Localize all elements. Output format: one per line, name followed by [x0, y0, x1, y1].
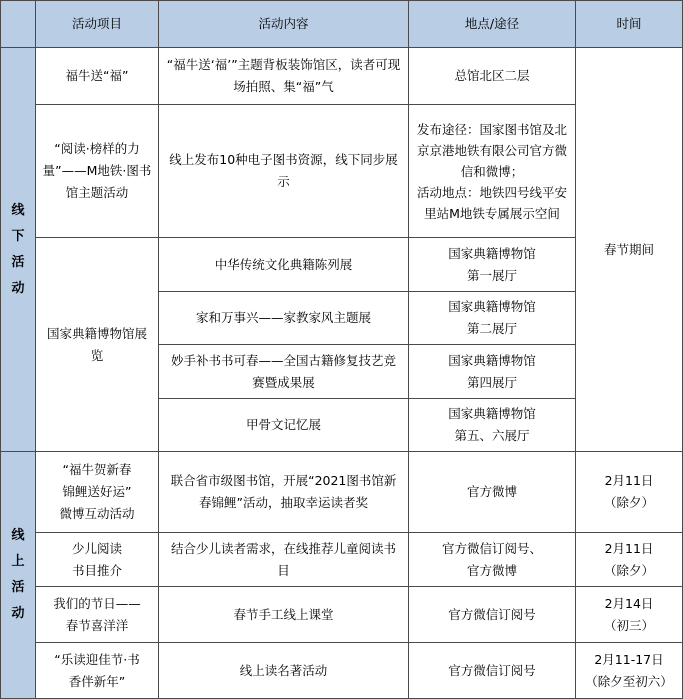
activity-content: 联合省市级图书馆，开展“2021图书馆新春锦鲤”活动，抽取幸运读者奖: [159, 452, 409, 533]
table-row: [1, 643, 683, 699]
activity-item: 少儿阅读 书目推介: [36, 533, 159, 587]
activity-location: 官方微信订阅号: [409, 587, 576, 643]
activity-item: 福牛送“福”: [36, 48, 159, 105]
header-row: [1, 1, 683, 48]
activity-content: 线上读名著活动: [159, 643, 409, 699]
offline-time: 春节期间: [576, 48, 683, 452]
museum-item: 国家典籍博物馆展览: [36, 238, 159, 452]
exhibit-content: 妙手补书书可春——全国古籍修复技艺竞赛暨成果展: [159, 345, 409, 399]
header-item: 活动项目: [36, 1, 159, 48]
activity-content: “福牛送‘福’”主题背板装饰馆区，读者可现场拍照、集“福”气: [159, 48, 409, 105]
activity-content: 春节手工线上课堂: [159, 587, 409, 643]
table-row: [1, 48, 683, 105]
exhibit-location: 国家典籍博物馆 第四展厅: [409, 345, 576, 399]
table-row: [1, 533, 683, 587]
table-row: [1, 587, 683, 643]
header-time: 时间: [576, 1, 683, 48]
activity-time: 2月11日 （除夕）: [576, 533, 683, 587]
activity-time: 2月11日 （除夕）: [576, 452, 683, 533]
activity-location: 总馆北区二层: [409, 48, 576, 105]
header-content: 活动内容: [159, 1, 409, 48]
activity-location: 官方微博: [409, 452, 576, 533]
activity-time: 2月14日 （初三）: [576, 587, 683, 643]
activity-item: “福牛贺新春 锦鲤送好运” 微博互动活动: [36, 452, 159, 533]
activity-item: “阅读·榜样的力量”——M地铁·图书馆主题活动: [36, 105, 159, 238]
exhibit-content: 家和万事兴——家教家风主题展: [159, 292, 409, 345]
exhibit-location: 国家典籍博物馆 第二展厅: [409, 292, 576, 345]
header-location: 地点/途径: [409, 1, 576, 48]
activity-location: 发布途径：国家图书馆及北京京港地铁有限公司官方微信和微博； 活动地点：地铁四号线平安里站M地铁专属展示空间: [409, 105, 576, 238]
exhibit-location: 国家典籍博物馆 第五、六展厅: [409, 399, 576, 452]
table-row: [1, 452, 683, 533]
activity-location: 官方微信订阅号: [409, 643, 576, 699]
activity-time: 2月11-17日 （除夕至初六）: [576, 643, 683, 699]
activity-content: 线上发布10种电子图书资源，线下同步展示: [159, 105, 409, 238]
activity-item: “乐读迎佳节·书 香伴新年”: [36, 643, 159, 699]
header-category: [1, 1, 36, 48]
category-online: 线 上 活 动: [1, 452, 36, 699]
activity-location: 官方微信订阅号、 官方微博: [409, 533, 576, 587]
exhibit-location: 国家典籍博物馆 第一展厅: [409, 238, 576, 292]
category-offline: 线 下 活 动: [1, 48, 36, 452]
activity-item: 我们的节日—— 春节喜洋洋: [36, 587, 159, 643]
exhibit-content: 中华传统文化典籍陈列展: [159, 238, 409, 292]
activity-content: 结合少儿读者需求，在线推荐儿童阅读书目: [159, 533, 409, 587]
exhibit-content: 甲骨文记忆展: [159, 399, 409, 452]
